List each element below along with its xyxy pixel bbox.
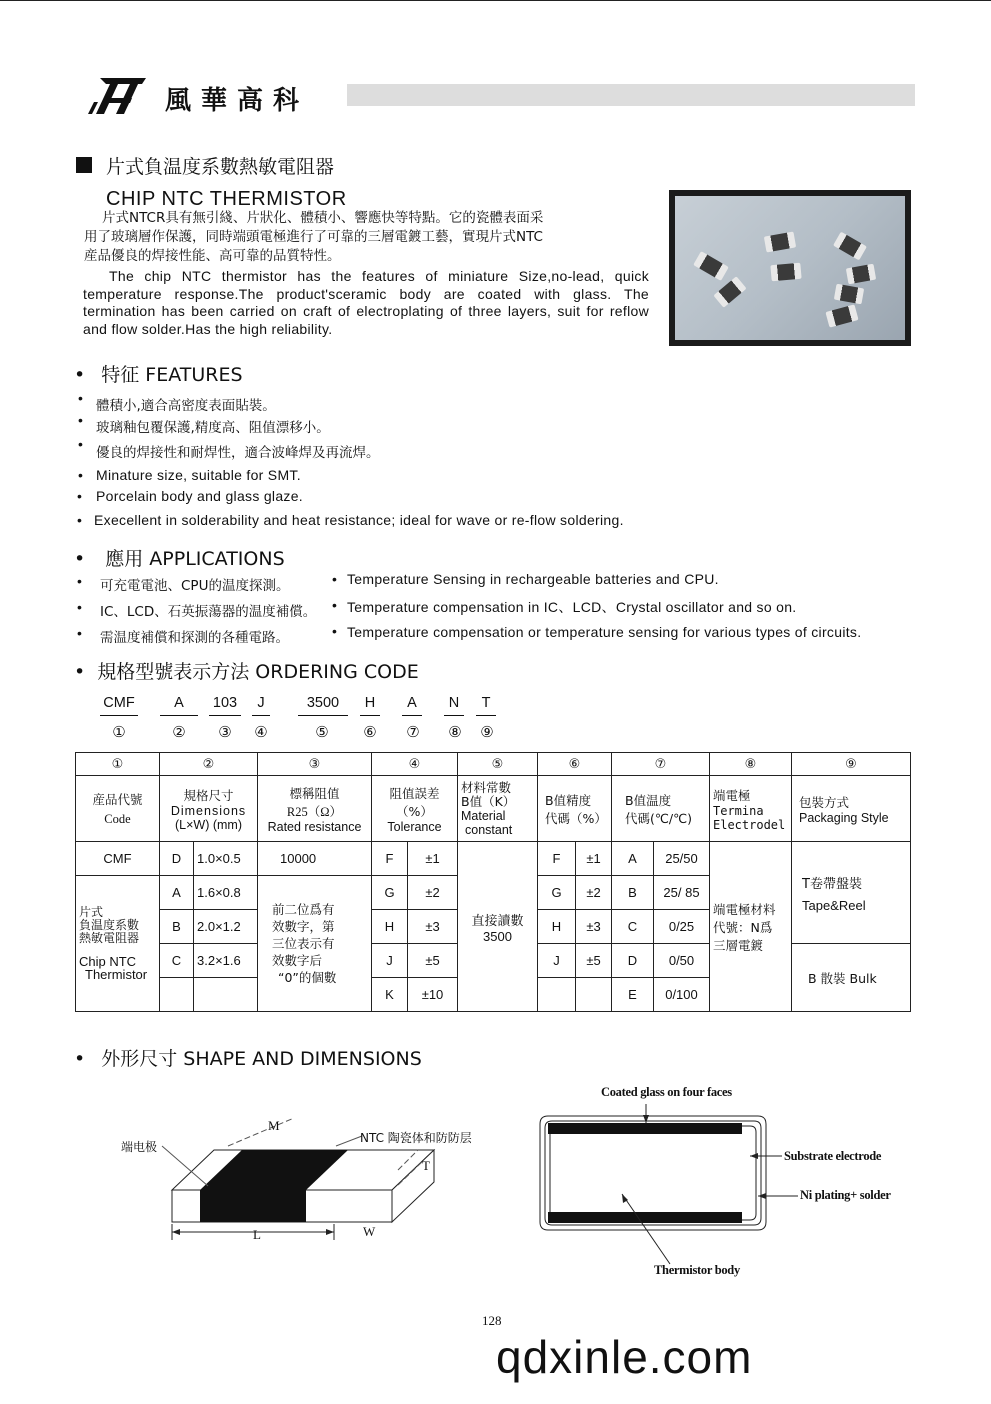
bvalue-cell: 直接讀數 3500 xyxy=(458,842,538,1012)
code-index: ④ xyxy=(254,723,268,741)
label-coated-glass: Coated glass on four faces xyxy=(601,1085,732,1099)
shape-heading: • 外形尺寸 SHAPE AND DIMENSIONS xyxy=(74,1048,422,1070)
code-desc-cell: 片式 負温度系數 熱敏電阻器 Chip NTC Thermistor xyxy=(76,876,160,1012)
label-w: W xyxy=(363,1224,376,1239)
bullet-icon: • xyxy=(74,1048,86,1070)
header-tolerance: 阻值誤差 （%） Tolerance xyxy=(372,776,458,842)
bullet-icon: • xyxy=(78,390,83,406)
col-number: ⑤ xyxy=(458,753,538,776)
photo-background xyxy=(675,196,905,340)
dim-size: 1.6×0.8 xyxy=(194,876,258,910)
code-part-4: J xyxy=(257,695,265,711)
table-row xyxy=(76,753,911,776)
spec-table xyxy=(75,752,911,1012)
bullet-icon: • xyxy=(78,412,83,428)
dim-code: A xyxy=(160,876,194,910)
label-l: L xyxy=(253,1227,261,1242)
bprec-code: H xyxy=(538,910,576,944)
col-number: ① xyxy=(76,753,160,776)
tol-value: ±3 xyxy=(408,910,458,944)
code-underline xyxy=(100,715,138,716)
feature-cn-3: 優良的焊接性和耐焊性，適合波峰焊及再流焊。 xyxy=(96,445,380,461)
bprec-value: ±5 xyxy=(576,944,612,978)
code-underline xyxy=(209,715,241,716)
chip-image xyxy=(770,263,801,282)
header-dimensions: 規格尺寸 Dimensions (L×W) (mm) xyxy=(160,776,258,842)
applications-heading: • 應用 APPLICATIONS xyxy=(74,548,285,570)
label-ntc-body: NTC 陶瓷体和防防层 xyxy=(360,1131,472,1145)
company-name: 風華高科 xyxy=(165,86,310,116)
app-cn-2: IC、LCD、石英振蕩器的温度補償。 xyxy=(100,604,317,620)
dim-size: 3.2×1.6 xyxy=(194,944,258,978)
code-underline xyxy=(298,715,348,716)
bullet-icon: • xyxy=(74,364,86,386)
tol-code: H xyxy=(372,910,408,944)
code-value: CMF xyxy=(76,842,160,876)
empty-cell xyxy=(576,978,612,1012)
bullet-icon: • xyxy=(77,625,82,641)
btemp-value: 25/ 85 xyxy=(654,876,710,910)
intro-en xyxy=(83,268,649,338)
code-index: ⑦ xyxy=(406,723,420,741)
btemp-code: E xyxy=(612,978,654,1012)
bprec-value: ±1 xyxy=(576,842,612,876)
chip-image xyxy=(713,276,746,308)
bullet-icon: • xyxy=(74,661,86,683)
tol-code: G xyxy=(372,876,408,910)
bprec-code: G xyxy=(538,876,576,910)
bullet-icon: • xyxy=(332,623,337,639)
header-b-precision: B值精度 代碼（%） xyxy=(538,776,612,842)
tol-code: J xyxy=(372,944,408,978)
chip-image xyxy=(834,284,864,305)
chip-image xyxy=(825,304,858,327)
label-ni-plating: Ni plating+ solder xyxy=(800,1188,891,1202)
code-part-9: T xyxy=(481,695,491,711)
label-t: T xyxy=(422,1158,430,1173)
bprec-code: J xyxy=(538,944,576,978)
bullet-icon: • xyxy=(78,436,83,452)
top-rule xyxy=(0,0,991,1)
intro-cn-line: 用了玻璃層作保護，同時端頭電極進行了可靠的三層電鍍工藝，實現片式NTC xyxy=(84,229,543,245)
code-index: ⑧ xyxy=(448,723,462,741)
empty-cell xyxy=(194,978,258,1012)
header-material-constant: 材料常數 B值（K） Material constant xyxy=(458,776,538,842)
btemp-code: A xyxy=(612,842,654,876)
header-packaging: 包裝方式 Packaging Style xyxy=(792,776,911,842)
ordering-heading: • 規格型號表示方法 ORDERING CODE xyxy=(74,661,419,683)
title-square-icon xyxy=(76,157,92,173)
chip-image xyxy=(693,251,729,281)
intro-en-text: The chip NTC thermistor has the features of miniature Size,no-lead, quick temperature response.The product'sceramic body are coated with glass. The termination has been carried on craft of electroplating of three layers, suit for reflow and flow solder.Has the high reliability. xyxy=(83,268,649,337)
chip-image xyxy=(833,232,867,261)
bullet-icon: • xyxy=(74,548,86,570)
bullet-icon: • xyxy=(332,571,337,587)
chip-image xyxy=(764,232,796,253)
code-underline xyxy=(476,715,496,716)
company-logo-icon xyxy=(86,76,148,116)
resistance-value: 10000 xyxy=(258,842,372,876)
btemp-code: B xyxy=(612,876,654,910)
header-electrode: 端電極 Termina Electrodel xyxy=(710,776,792,842)
dim-size: 1.0×0.5 xyxy=(194,842,258,876)
bullet-icon: • xyxy=(78,467,83,483)
tol-value: ±10 xyxy=(408,978,458,1012)
electrode-cell: 端電極材料 代號：N爲 三層電鍍 xyxy=(710,842,792,1012)
bullet-icon: • xyxy=(77,599,82,615)
bullet-icon: • xyxy=(77,573,82,589)
btemp-code: C xyxy=(612,910,654,944)
packaging-bulk-cell: B 散裝 Bulk xyxy=(792,944,911,1012)
btemp-value: 0/50 xyxy=(654,944,710,978)
bprec-value: ±3 xyxy=(576,910,612,944)
code-part-2: A xyxy=(174,695,184,711)
col-number: ⑦ xyxy=(612,753,710,776)
btemp-value: 0/100 xyxy=(654,978,710,1012)
code-part-5: 3500 xyxy=(306,695,340,711)
col-number: ② xyxy=(160,753,258,776)
feature-cn-2: 玻璃釉包覆保護,精度高、阻值漂移小。 xyxy=(96,420,330,436)
app-en-2: Temperature compensation in IC、LCD、Crystal oscillator and so on. xyxy=(347,599,797,615)
product-photo xyxy=(669,190,911,346)
label-terminal-electrode: 端电极 xyxy=(121,1140,158,1154)
feature-en-3: Execellent in solderability and heat resistance; ideal for wave or re-flow soldering. xyxy=(94,512,624,528)
tol-value: ±1 xyxy=(408,842,458,876)
features-heading: • 特征 FEATURES xyxy=(74,364,243,386)
col-number: ③ xyxy=(258,753,372,776)
cross-section-drawing xyxy=(520,1096,900,1276)
code-index: ⑨ xyxy=(480,723,494,741)
col-number: ⑥ xyxy=(538,753,612,776)
bullet-icon: • xyxy=(77,488,82,504)
resistance-desc-cell: 前二位爲有 效數字，第 三位表示有 效數字后 “0”的個數 xyxy=(258,876,372,1012)
app-cn-1: 可充電電池、CPU的温度探測。 xyxy=(100,578,290,594)
btemp-value: 25/50 xyxy=(654,842,710,876)
title-cn: 片式負温度系數熱敏電阻器 xyxy=(106,156,335,178)
label-thermistor-body: Thermistor body xyxy=(654,1263,740,1277)
bprec-value: ±2 xyxy=(576,876,612,910)
code-part-1: CMF xyxy=(103,695,135,711)
tol-code: F xyxy=(372,842,408,876)
feature-en-2: Porcelain body and glass glaze. xyxy=(96,488,303,504)
label-m: M xyxy=(268,1118,280,1133)
app-en-3: Temperature compensation or temperature sensing for various types of circuits. xyxy=(347,624,862,640)
btemp-value: 0/25 xyxy=(654,910,710,944)
code-underline xyxy=(252,715,270,716)
page-number: 128 xyxy=(482,1313,502,1328)
code-part-3: 103 xyxy=(212,695,238,711)
header-code: 産品代號 Code xyxy=(76,776,160,842)
tol-code: K xyxy=(372,978,408,1012)
dim-code: B xyxy=(160,910,194,944)
code-part-7: A xyxy=(407,695,417,711)
code-index: ③ xyxy=(218,723,232,741)
code-underline xyxy=(160,715,198,716)
table-row xyxy=(76,842,911,876)
header-b-temp: B值温度 代碼(℃/℃) xyxy=(612,776,710,842)
bullet-icon: • xyxy=(77,512,82,528)
col-number: ⑧ xyxy=(710,753,792,776)
feature-en-1: Minature size, suitable for SMT. xyxy=(96,467,301,483)
label-substrate-electrode: Substrate electrode xyxy=(784,1149,882,1163)
intro-cn-line: 片式NTCR具有無引綫、片狀化、體積小、響應快等特點。它的瓷體表面采 xyxy=(102,210,544,226)
col-number: ⑨ xyxy=(792,753,911,776)
btemp-code: D xyxy=(612,944,654,978)
tol-value: ±5 xyxy=(408,944,458,978)
title-en: CHIP NTC THERMISTOR xyxy=(106,188,347,210)
code-index: ② xyxy=(172,723,186,741)
code-underline xyxy=(402,715,422,716)
chip-image xyxy=(846,264,876,285)
dim-code: D xyxy=(160,842,194,876)
code-part-6: H xyxy=(364,695,376,711)
col-number: ④ xyxy=(372,753,458,776)
tol-value: ±2 xyxy=(408,876,458,910)
intro-cn-line: 産品優良的焊接性能、高可靠的品質特性。 xyxy=(84,248,341,264)
code-index: ① xyxy=(112,723,126,741)
watermark-url: qdxinle.com xyxy=(496,1331,753,1383)
empty-cell xyxy=(538,978,576,1012)
app-en-1: Temperature Sensing in rechargeable batteries and CPU. xyxy=(347,571,719,587)
feature-cn-1: 體積小,適合高密度表面貼裝。 xyxy=(96,398,276,414)
code-index: ⑥ xyxy=(363,723,377,741)
header-resistance: 標稱阻值 R25（Ω） Rated resistance xyxy=(258,776,372,842)
code-index: ⑤ xyxy=(315,723,329,741)
empty-cell xyxy=(160,978,194,1012)
packaging-tape-cell: T卷帶盤裝 Tape&Reel xyxy=(792,842,911,944)
dim-code: C xyxy=(160,944,194,978)
code-underline xyxy=(360,715,380,716)
bprec-code: F xyxy=(538,842,576,876)
intro-cn xyxy=(84,209,644,266)
table-header-row xyxy=(76,776,911,842)
code-underline xyxy=(444,715,464,716)
bullet-icon: • xyxy=(332,597,337,613)
app-cn-3: 需温度補償和探測的各種電路。 xyxy=(100,630,289,646)
header-bar xyxy=(347,84,915,106)
dim-size: 2.0×1.2 xyxy=(194,910,258,944)
code-part-8: N xyxy=(448,695,460,711)
